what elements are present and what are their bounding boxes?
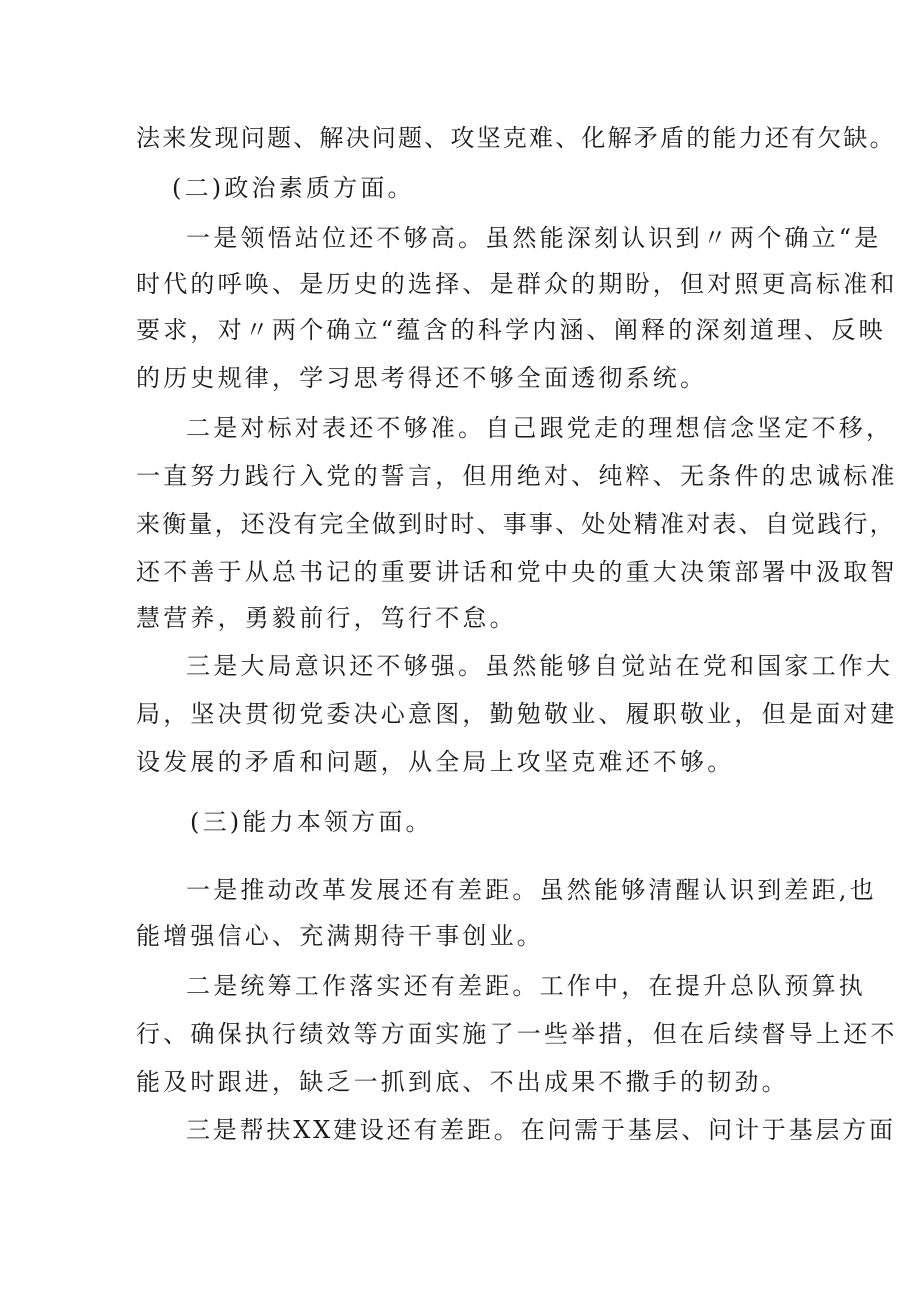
text-line: 慧营养，勇毅前行，笃行不怠。 bbox=[136, 604, 517, 632]
text-line: 三是大局意识还不够强。虽然能够自觉站在党和国家工作大 bbox=[186, 652, 894, 680]
text-line: 要求，对〃两个确立“蕴含的科学内涵、阐释的深刻道理、反映 bbox=[136, 316, 886, 344]
text-line: 还不善于从总书记的重要讲话和党中央的重大决策部署中汲取智 bbox=[136, 558, 898, 586]
text-line: 能增强信心、充满期待干事创业。 bbox=[136, 922, 544, 950]
text-line: 能及时跟进，缺乏一抓到底、不出成果不撒手的韧劲。 bbox=[136, 1068, 789, 1096]
text-line: 一是推动改革发展还有差距。虽然能够清醒认识到差距,也 bbox=[186, 876, 877, 904]
text-line: 一直努力践行入党的誓言，但用绝对、纯粹、无条件的忠诚标准 bbox=[136, 462, 898, 490]
text-line: 时代的呼唤、是历史的选择、是群众的期盼，但对照更高标准和 bbox=[136, 270, 898, 298]
text-line: 来衡量，还没有完全做到时时、事事、处处精准对表、自觉践行， bbox=[136, 510, 896, 538]
text-line: 二是对标对表还不够准。自己跟党走的理想信念坚定不移， bbox=[186, 414, 894, 442]
text-line: 法来发现问题、解决问题、攻坚克难、化解矛盾的能力还有欠缺。 bbox=[136, 124, 896, 152]
text-line: 三是帮扶XX建设还有差距。在问需于基层、问计于基层方面 bbox=[186, 1116, 896, 1144]
text-line: 一是领悟站位还不够高。虽然能深刻认识到〃两个确立“是 bbox=[186, 224, 882, 252]
text-line: 局，坚决贯彻党委决心意图，勤勉敬业、履职敬业，但是面对建 bbox=[136, 700, 898, 728]
text-line: 设发展的矛盾和问题，从全局上攻坚克难还不够。 bbox=[136, 748, 735, 776]
text-line: 的历史规律，学习思考得还不够全面透彻系统。 bbox=[136, 364, 708, 392]
section-heading: (二)政治素质方面。 bbox=[172, 174, 415, 202]
text-line: 二是统筹工作落实还有差距。工作中，在提升总队预算执 bbox=[186, 972, 866, 1000]
text-line: 行、确保执行绩效等方面实施了一些举措，但在后续督导上还不 bbox=[136, 1020, 898, 1048]
section-heading: (三)能力本领方面。 bbox=[190, 808, 433, 836]
